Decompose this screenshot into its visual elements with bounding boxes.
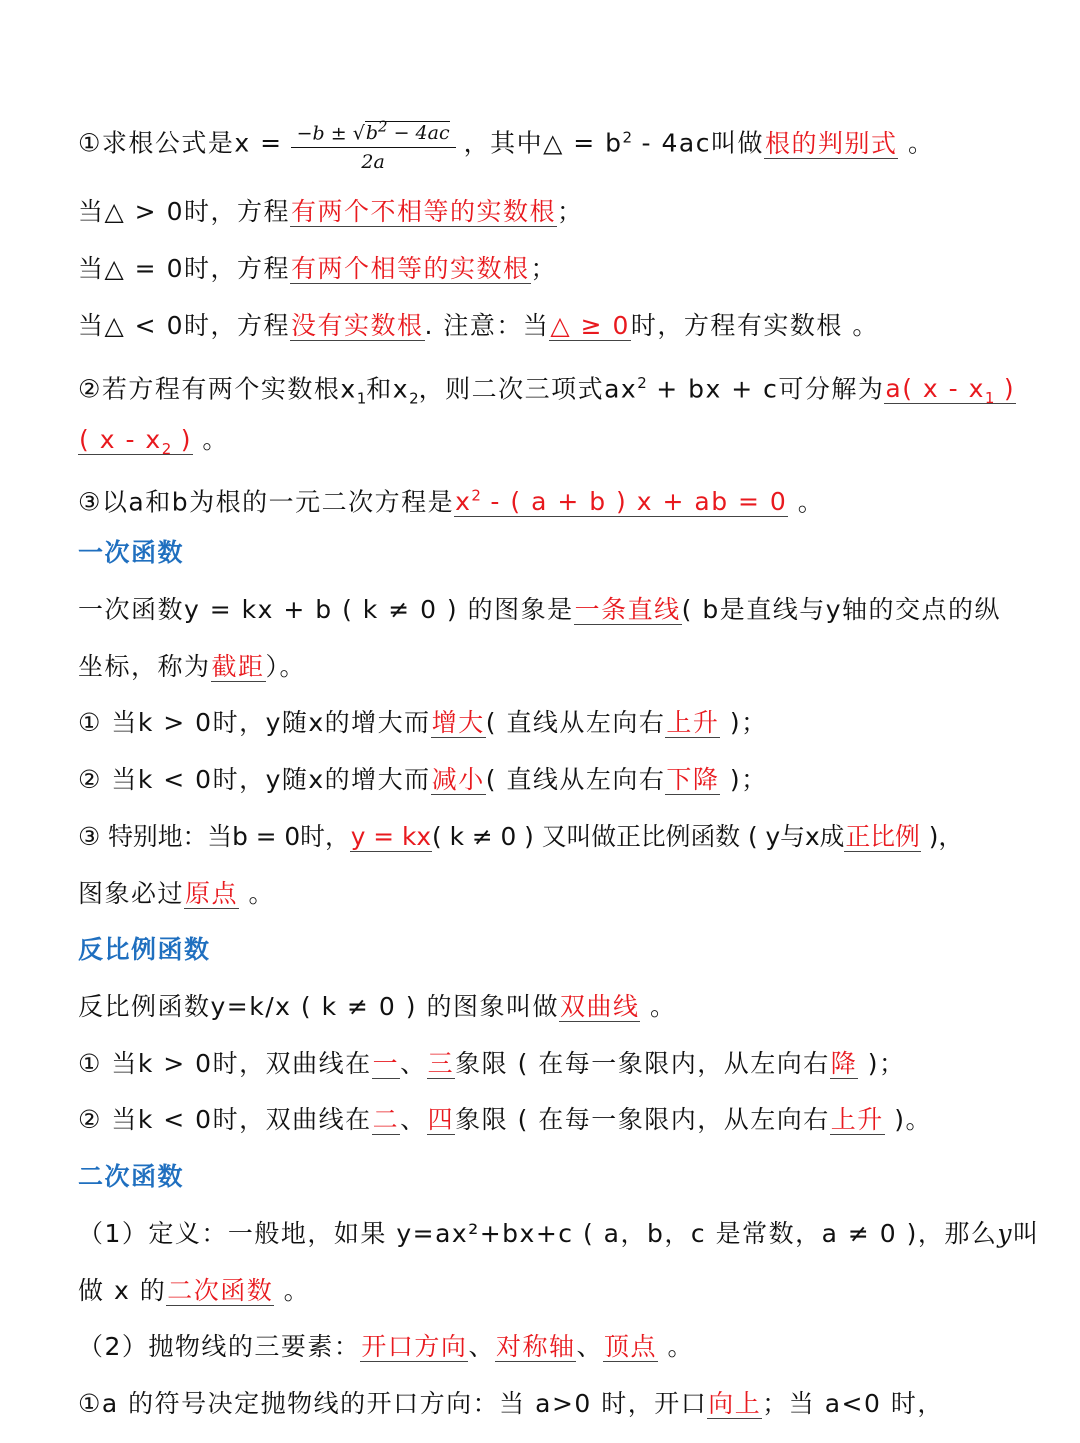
linear-k-positive-line: ① 当k > 0时，y随x的增大而增大( 直线从左向右上升 )；	[78, 708, 768, 737]
answer-discriminant: 根的判别式	[764, 128, 898, 158]
answer-factor-part1: a( x - $x_1$ )	[885, 374, 1016, 408]
answer-factor-part2: ( x - $x_2$ )	[79, 425, 192, 458]
equation-from-roots-line: ③以a和b为根的一元二次方程是$x^2$ - ( a + b ) x + ab = 0 。	[78, 487, 825, 517]
answer-equation-from-roots: $x^2$ - ( a + b ) x + ab = 0	[455, 487, 788, 517]
answer-opening-direction: 开口方向	[361, 1332, 468, 1361]
inverse-k-positive-line: ① 当k > 0时，双曲线在一、三象限 ( 在每一象限内，从左向右降 )；	[78, 1049, 906, 1078]
answer-quadrant-one: 一	[372, 1049, 400, 1078]
answer-discriminant-nonnegative: △ ≥ 0	[550, 311, 630, 340]
answer-axis-of-symmetry: 对称轴	[495, 1332, 576, 1361]
factorization-line-cont: ( x - $x_2$ ) 。	[79, 425, 229, 458]
quadratic-definition-line: （1）定义：一般地，如果 y=ax²+bx+c ( a，b，c 是常数，a ≠ 0 )，那么y叫	[78, 1219, 1040, 1248]
heading-inverse-function: 反比例函数	[78, 935, 211, 964]
inverse-definition-line: 反比例函数y=k/x ( k ≠ 0 ) 的图象叫做双曲线 。	[78, 992, 677, 1021]
parabola-opening-line: ①a 的符号决定抛物线的开口方向：当 a>0 时，开口向上；当 a<0 时，	[78, 1389, 944, 1418]
answer-vertex: 顶点	[603, 1332, 657, 1361]
linear-intercept-line: 坐标，称为截距）。	[78, 652, 307, 681]
heading-quadratic-function: 二次函数	[78, 1162, 185, 1191]
answer-fall: 下降	[666, 765, 720, 794]
answer-y-equals-kx: y = kx	[350, 822, 432, 851]
linear-k-negative-line: ② 当k < 0时，y随x的增大而减小( 直线从左向右下降 )；	[78, 765, 768, 794]
answer-hyperbola: 双曲线	[559, 992, 640, 1021]
answer-quadratic-function: 二次函数	[167, 1276, 274, 1305]
parabola-elements-line: （2）抛物线的三要素：开口方向、对称轴、顶点 。	[78, 1332, 694, 1361]
linear-definition-line: 一次函数y = kx + b ( k ≠ 0 ) 的图象是一条直线( b是直线与y轴的交点的纵	[78, 595, 1002, 624]
answer-intercept: 截距	[211, 652, 265, 681]
inverse-k-negative-line: ② 当k < 0时，双曲线在二、四象限 ( 在每一象限内，从左向右上升 )。	[78, 1105, 933, 1134]
heading-linear-function: 一次函数	[78, 538, 185, 567]
answer-no-real-roots: 没有实数根	[290, 311, 424, 340]
answer-two-equal-roots: 有两个相等的实数根	[290, 254, 530, 283]
quadratic-definition-line-cont: 做 x 的二次函数 。	[78, 1276, 311, 1305]
factorization-line: ②若方程有两个实数根$x_1$和$x_2$，则二次三项式$ax^2$ + bx + c可分解为a( x - $x_1$ )	[78, 374, 1016, 408]
discriminant-positive-line: 当△ > 0时，方程有两个不相等的实数根；	[78, 197, 584, 226]
answer-origin: 原点	[185, 879, 239, 908]
answer-upward: 向上	[708, 1389, 762, 1418]
answer-quadrant-three: 三	[427, 1049, 455, 1078]
linear-proportional-line: ③ 特别地：当b = 0时，y = kx( k ≠ 0 ) 又叫做正比例函数 ( y与x成正比例 )，	[78, 822, 964, 851]
answer-quadrant-two: 二	[372, 1105, 400, 1134]
quadratic-formula-fraction: $\frac{-b \pm √b^2 - 4ac}{2a}$	[291, 115, 456, 174]
answer-two-distinct-roots: 有两个不相等的实数根	[290, 197, 556, 226]
quadratic-formula-line: ①求根公式是x = $\frac{-b \pm √b^2 - 4ac}{2a}$ ，其中△ = $b^2 - 4ac$叫做根的判别式 。	[78, 115, 934, 174]
discriminant-negative-line: 当△ < 0时，方程没有实数根. 注意：当△ ≥ 0时，方程有实数根 。	[78, 311, 879, 340]
answer-decrease: 减小	[431, 765, 485, 794]
answer-direct-proportion: 正比例	[845, 822, 920, 851]
answer-rise: 上升	[666, 708, 720, 737]
answer-straight-line: 一条直线	[574, 595, 681, 624]
answer-increase: 增大	[431, 708, 485, 737]
answer-quadrant-four: 四	[427, 1105, 455, 1134]
discriminant-zero-line: 当△ = 0时，方程有两个相等的实数根；	[78, 254, 558, 283]
linear-origin-line: 图象必过原点 。	[78, 879, 275, 908]
answer-ascend: 上升	[830, 1105, 884, 1134]
answer-descend: 降	[830, 1049, 858, 1078]
